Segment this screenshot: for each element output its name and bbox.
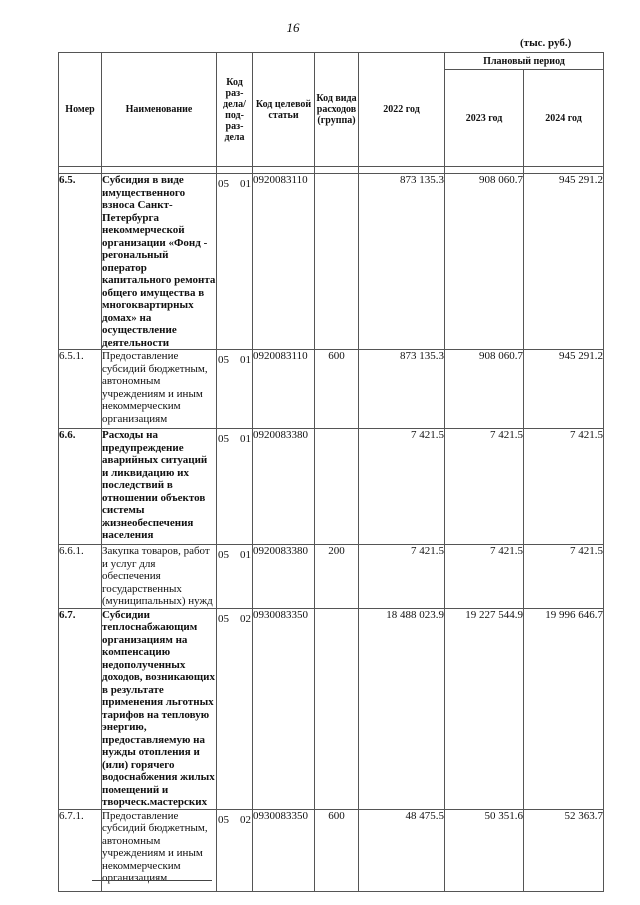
- row-target-code: 0930083350: [253, 809, 315, 891]
- table-row: [59, 350, 604, 429]
- table-row: [59, 608, 604, 809]
- header-year-2023: 2023 год: [445, 70, 524, 167]
- row-section: 05: [218, 433, 229, 445]
- table-row: [59, 809, 604, 891]
- row-value-2024: 52 363.7: [524, 809, 604, 891]
- header-planning-period: Плановый период: [445, 53, 604, 70]
- row-section: 05: [218, 354, 229, 366]
- budget-table: [58, 52, 604, 892]
- row-subsection: 01: [240, 354, 251, 366]
- table-row: [59, 174, 604, 350]
- row-value-2022: 18 488 023.9: [359, 608, 445, 809]
- row-target-code: 0920083110: [253, 350, 315, 429]
- row-target-code: 0920083380: [253, 545, 315, 609]
- row-section-code: [217, 350, 253, 429]
- row-expense-group: 600: [315, 809, 359, 891]
- row-value-2022: 7 421.5: [359, 545, 445, 609]
- row-section-code: [217, 174, 253, 350]
- row-name: Предоставление субсидий бюджетным, автономным учреждениям и иным некоммерческим организациям: [102, 350, 217, 429]
- row-value-2024: 945 291.2: [524, 174, 604, 350]
- row-expense-group: 200: [315, 545, 359, 609]
- row-section: 05: [218, 549, 229, 561]
- row-expense-group: [315, 608, 359, 809]
- row-subsection: 02: [240, 612, 251, 625]
- header-expense-group: Код вида расходов (группа): [315, 53, 359, 167]
- row-value-2022: 873 135.3: [359, 350, 445, 429]
- header-year-2022: 2022 год: [359, 53, 445, 167]
- row-value-2022: 873 135.3: [359, 174, 445, 350]
- header-target-code: Код целевой статьи: [253, 53, 315, 167]
- header-row-1: [59, 53, 604, 70]
- row-section: 05: [218, 178, 229, 190]
- row-number: 6.7.: [59, 608, 102, 809]
- row-name: Расходы на предупреждение аварийных ситуаций и ликвидацию их последствий в отношении объектов системы жизнеобеспечения населения: [102, 429, 217, 545]
- row-target-code: 0930083350: [253, 608, 315, 809]
- row-value-2023: 50 351.6: [445, 809, 524, 891]
- row-name: Субсидии теплоснабжающим организациям на компенсацию недополученных доходов, возникающих в результате применения льготных тарифов на тепловую энергию, предоставляемую на нужды отопления и (или) горячего водоснабжения жилых помещений и творческ.мастерских: [102, 608, 215, 808]
- row-expense-group: [315, 429, 359, 545]
- row-section: 05: [218, 612, 229, 625]
- row-number: 6.5.1.: [59, 350, 102, 429]
- row-value-2022: 7 421.5: [359, 429, 445, 545]
- row-subsection: 01: [240, 549, 251, 561]
- row-value-2023: 7 421.5: [445, 429, 524, 545]
- header-year-2024: 2024 год: [524, 70, 604, 167]
- units-note: (тыс. руб.): [520, 37, 572, 49]
- row-value-2024: 7 421.5: [524, 545, 604, 609]
- page-number: 16: [286, 20, 300, 35]
- row-section-code: [217, 809, 253, 891]
- row-expense-group: [315, 174, 359, 350]
- row-number: 6.6.: [59, 429, 102, 545]
- header-number: Номер: [59, 53, 102, 167]
- row-subsection: 01: [240, 433, 251, 445]
- table-row: [59, 429, 604, 545]
- row-name: Предоставление субсидий бюджетным, автономным учреждениям и иным некоммерческим организациям: [102, 809, 217, 891]
- row-value-2024: 945 291.2: [524, 350, 604, 429]
- row-section-code: [217, 429, 253, 545]
- row-number: 6.7.1.: [59, 809, 102, 891]
- row-subsection: 02: [240, 813, 251, 826]
- row-target-code: 0920083110: [253, 174, 315, 350]
- row-name: Закупка товаров, работ и услуг для обеспечения государственных (муниципальных) нужд: [102, 545, 217, 609]
- row-section: 05: [218, 813, 229, 826]
- row-expense-group: 600: [315, 350, 359, 429]
- row-number: 6.5.: [59, 174, 102, 350]
- row-name: Субсидия в виде имущественного взноса Санкт-Петербурга некоммерческой организации «Фонд - регональный оператор капитального ремонта общего имущества в многоквартирных домах» на осуществление деятельности: [102, 174, 216, 349]
- spacer-row: [59, 167, 604, 174]
- row-section-code: [217, 608, 253, 809]
- row-value-2023: 7 421.5: [445, 545, 524, 609]
- table-row: [59, 545, 604, 609]
- row-value-2023: 908 060.7: [445, 350, 524, 429]
- row-value-2024: 19 996 646.7: [524, 608, 604, 809]
- row-value-2022: 48 475.5: [359, 809, 445, 891]
- row-target-code: 0920083380: [253, 429, 315, 545]
- row-value-2023: 908 060.7: [445, 174, 524, 350]
- row-number: 6.6.1.: [59, 545, 102, 609]
- header-section-code: Код раз-дела/ под-раз-дела: [217, 53, 253, 167]
- row-value-2023: 19 227 544.9: [445, 608, 524, 809]
- row-section-code: [217, 545, 253, 609]
- header-name: Наименование: [102, 53, 217, 167]
- row-subsection: 01: [240, 178, 251, 190]
- footer-rule: [92, 880, 212, 881]
- row-value-2024: 7 421.5: [524, 429, 604, 545]
